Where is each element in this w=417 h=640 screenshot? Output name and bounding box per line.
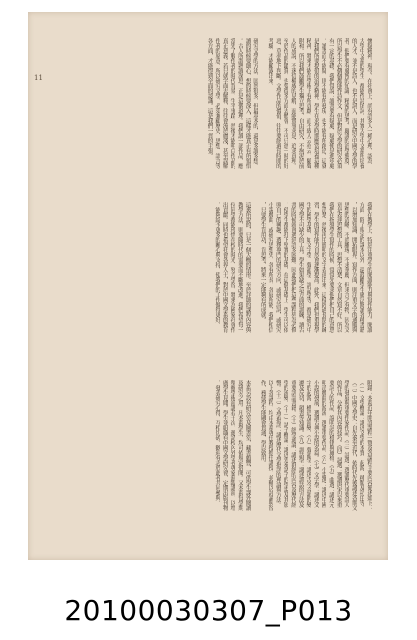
text-column: 考驗，才能顯露出來。	[267, 38, 274, 88]
text-column	[252, 380, 259, 556]
text-column: 有一定的基礎。我們常說：讀書要有疑處，疑處便是進步處	[328, 38, 335, 168]
text-column: 教學方法，則要隨時代的需要而不斷地改進。我們希望每一	[236, 202, 243, 332]
text-column: 當先了解作者的時代背景，生平事蹟，然後才能明白作品的	[229, 38, 236, 168]
text-column: ，以增加知識，開拓眼界。寫作方面，則注重文字的通順與	[350, 202, 357, 332]
text-column: 研究文學的方法，固然很多，但最基本的，還是多讀多想。	[252, 38, 259, 168]
text-column: 讀的時候要細心，想的時候要深入，這樣才能真正有所領悟	[244, 38, 251, 168]
text-column: 精神，將來才能在學術上有所貢獻，而不致人云亦云，隨聲	[305, 38, 312, 168]
text-column: 生的國學基礎，如文字學、聲韻學、訓詁學等，都是研究中	[305, 202, 312, 332]
text-column: 想清楚，然後再用簡明的文字表達出來。這樣經過長期的練	[320, 202, 327, 332]
text-column: 懷疑精神。現今，在社會上，尚有許多人一種心理，認為	[366, 38, 372, 163]
text-column: 位同學都能珍惜在校的時光，努力學習，將來為國家社會作	[229, 202, 236, 332]
text-column: 附錄：本系近年開設課程一覽及各課程主要內容簡述如下：	[366, 380, 372, 510]
text-column: 小說戲曲，或研究思想史，各有所長，各展所能。我們相信	[267, 202, 274, 332]
text-column: 所以學生不必個個都能作詩作文，但是對於文學的研究必須	[335, 38, 342, 168]
page-number: 11	[34, 74, 43, 82]
text-column: 各方面，才能得到全面的認識。這是我們一貫的主張。	[206, 38, 213, 158]
text-column: 重要訓詁書籍。（十）經學通論：講述群經的內容及歷代經	[290, 380, 297, 508]
text-column: 響。（十二）文學批評：講述歷代文學批評的理論與方法。	[274, 380, 281, 508]
text-column: 。讀書而不能疑，則不能有所發現，也不能有所創造。這就	[320, 38, 327, 168]
text-column: 國文學不可缺少的工具。學生如果缺乏這方面的訓練，讀古	[297, 202, 304, 332]
text-column: 至於作品的鑑賞，也要從多方面去體會，不可只憑一時的好	[282, 38, 289, 168]
text-block-top	[42, 38, 372, 192]
text-column: 的作品，分析其內容與技巧。（四）詞選：選讀唐宋以來重	[335, 380, 342, 508]
text-column: 大學中文系的學生，都能作詩填詞。其實大學中文系所培養	[358, 38, 365, 168]
text-column: 。古人所謂熟讀深思，正是這個道理。我們讀一部作品，應	[236, 38, 243, 168]
text-column	[259, 38, 266, 192]
text-column: 作，務使學生能融會貫通，學以致用。	[259, 380, 266, 465]
text-column: 書的時候就會遇到許多困難。因此我們把這些課程列為必修	[290, 202, 297, 332]
text-column: ，能夠給予更多的關心與支持，使我們的工作做得更好。	[214, 202, 221, 327]
text-column: 者。他們要有廣博的知識，精密的思考，嚴謹的治學態度。	[343, 38, 350, 168]
text-column: 真正意義。若只就字面去解釋，往往會流於膚淺，甚至誤解	[221, 38, 228, 168]
text-column: 要詞人的作品，說明詞的格律與風格。（五）曲選：講述元	[328, 380, 335, 508]
text-column: 字的起源、構造及演變。（八）聲韻學：講述古今音韻的變	[305, 380, 312, 508]
text-column: 作者的原意。所以研究文學，必須兼顧歷史、思想、語言等	[214, 38, 221, 168]
text-column: 思想的清晰，不尚雕琢，不求華麗，但求言之有物。因為文	[343, 202, 350, 332]
text-column: 學的發展與重要作家作品。（三）詩選：選讀歷代重要詩人	[343, 380, 350, 508]
text-column: 是我們所要提倡的治學精神。學生在求學時期應當培養這種	[312, 38, 319, 168]
text-column: 方面，除了規定的課本以外，還鼓勵學生廣泛閱讀各種書籍	[358, 202, 365, 332]
text-column: 以上各課程，均由本系專任教授擔任講授，並輔以討論與習	[267, 380, 274, 510]
text-column: 明清戲曲的源流，選讀重要作品。（六）小說選：講述中國	[320, 380, 327, 508]
text-column: ，發表研究心得，互相切磋。歡迎有志於此者共同參與。	[214, 380, 221, 505]
text-column: ，使學生都能打下堅實的基礎。在這個基礎上，學生可以依	[282, 202, 289, 332]
text-column: 及研究之用。凡本系學生，均可依規定借閱。又本系每學期	[236, 380, 243, 510]
text-column: 附和。所以我們鼓勵學生獨立思考，自由研究，不拘泥於前	[297, 38, 304, 168]
text-column: 我們在指導學生寫作的時候，常常先要求他們把自己的意思	[328, 202, 335, 332]
text-block-middle	[42, 202, 372, 372]
text-column: 惡，草率地下判斷。文學作品的價值，往往要經過長時間的	[274, 38, 281, 168]
text-column: 遷及反切、韻書等知識。（九）訓詁學：講述訓詁的方法及	[297, 380, 304, 508]
text-column: 照自己的興趣，選擇專門的研究方向，或研究詩詞，或研究	[274, 202, 281, 332]
text-column: 本系另設有研究室及圖書室，藏書頗豐，可供學生課外閱讀	[244, 380, 251, 510]
text-block-bottom	[42, 380, 372, 556]
text-column: 人的成說，不迷信權威的見解，而能實事求是，追求真理。	[290, 38, 297, 168]
document-page	[28, 12, 388, 560]
document-caption: 20100030307_P013	[64, 594, 353, 627]
text-column: （一）文學概論：講述文學的本質、起源、種類及功用等。	[358, 380, 365, 510]
text-column: 我們在教學上，特別注重學生的閱讀能力與寫作能力。閱讀	[366, 202, 372, 332]
text-column: （二）中國文學史：自先秦至近代，依時代先後講述各期文	[350, 380, 357, 510]
text-column: 習，學生的寫作能力自然會逐漸提高。此外，我們也重視學	[312, 202, 319, 332]
text-column	[252, 202, 259, 372]
text-column: 舉辦學術演講若干次，邀請校內外學者專家蒞臨講演，以增	[229, 380, 236, 510]
text-column: 的人才，並不是詩人，也不是詞人，而是研究中國文學的學	[350, 38, 357, 168]
text-column: 出貢獻。同時也希望社會各界人士，對於中國文學系的教育	[221, 202, 228, 332]
text-column: 這裏所說的，只是一個大概的情形。至於詳細的課程內容與	[244, 202, 251, 332]
text-column: 廣學生見聞。學生並組織有中國文學研究會，定期出版刊物	[221, 380, 228, 510]
text-column: 章是表達思想的工具，思想不清楚，文章自然寫不好。所以	[335, 202, 342, 332]
text-column: ，只要學生肯用功，肯思考，將來一定能夠有所成就。	[259, 202, 266, 322]
text-column: 小說的發展，選讀古典小說的名篇。（七）文字學：講述文	[312, 380, 319, 508]
text-column: 學的流變。（十一）諸子概論：講述先秦諸子的學說及其影	[282, 380, 289, 508]
